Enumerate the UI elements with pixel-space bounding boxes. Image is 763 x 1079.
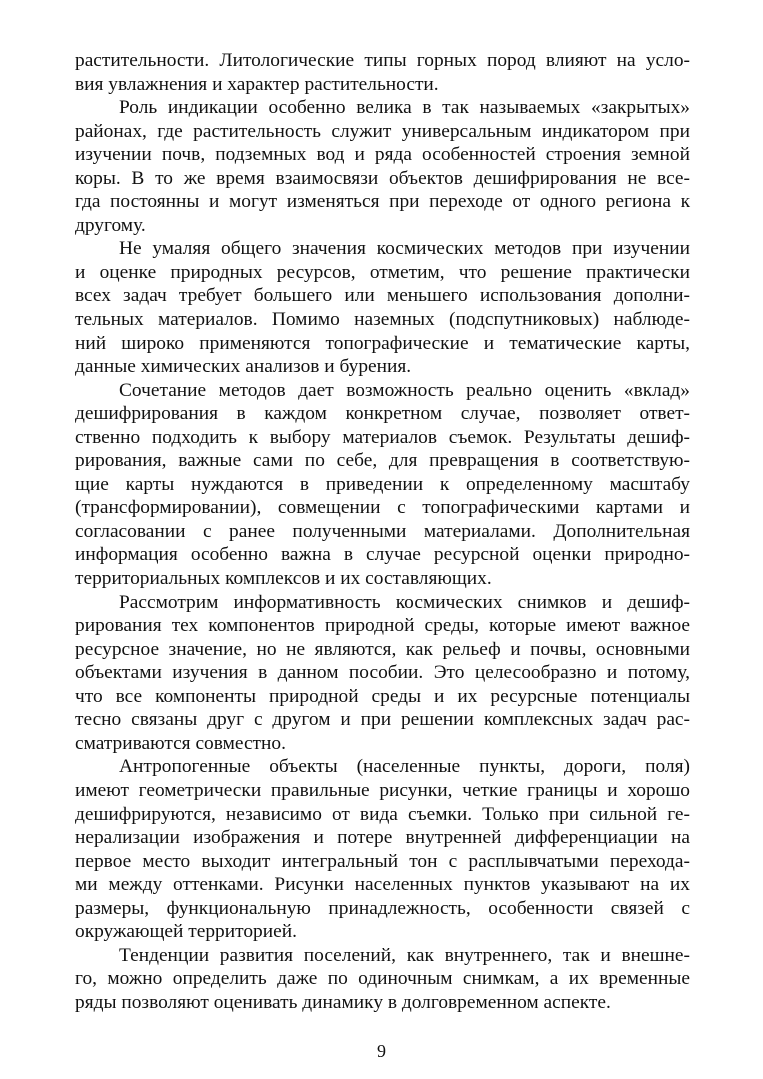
page-body: [75, 49, 690, 1014]
text-line: нерализации изображения и потере внутренней дифференциации на: [75, 827, 690, 849]
text-line: ственно подходить к выбору материалов съемок. Результаты дешиф-: [75, 426, 690, 448]
text-line: растительности. Литологические типы горных пород влияют на усло-: [75, 50, 690, 71]
text-line: данные химических анализов и бурения.: [75, 356, 412, 378]
text-line: рирования, важные сами по себе, для превращения в соответствую-: [75, 450, 690, 472]
text-body: [75, 49, 690, 1014]
text-line: дешифрируются, независимо от вида съемки. Только при сильной ге-: [75, 803, 690, 825]
text-line: что все компоненты природной среды и их ресурсные потенциалы: [75, 685, 690, 707]
text-line: рирования тех компонентов природной среды, которые имеют важное: [75, 615, 690, 637]
text-line: Тенденции развития поселений, как внутреннего, так и внешне-: [119, 944, 690, 966]
text-line: гда постоянны и могут изменяться при переходе от одного региона к: [75, 191, 690, 213]
text-line: окружающей территорией.: [75, 921, 297, 943]
text-line: Роль индикации особенно велика в так называемых «закрытых»: [119, 97, 690, 119]
text-line: тельных материалов. Помимо наземных (подспутниковых) наблюде-: [75, 309, 690, 331]
text-line: ряды позволяют оценивать динамику в долговременном аспекте.: [75, 991, 611, 1013]
text-line: согласовании с ранее полученными материалами. Дополнительная: [75, 520, 690, 542]
text-line: го, можно определить даже по одиночным снимкам, а их временные: [75, 968, 690, 990]
text-line: всех задач требует большего или меньшего использования дополни-: [75, 285, 690, 307]
text-line: ми между оттенками. Рисунки населенных пунктов указывают на их: [75, 874, 690, 896]
text-line: изучении почв, подземных вод и ряда особенностей строения земной: [75, 144, 690, 166]
text-line: территориальных комплексов и их составляющих.: [75, 568, 492, 590]
text-line: размеры, функциональную принадлежность, особенности связей с: [75, 897, 690, 919]
text-line: другому.: [75, 214, 146, 236]
text-line: Не умаляя общего значения космических методов при изучении: [119, 238, 690, 260]
text-line: тесно связаны друг с другом и при решении комплексных задач рас-: [75, 709, 690, 731]
text-line: районах, где растительность служит универсальным индикатором при: [75, 120, 690, 142]
text-line: ресурсное значение, но не являются, как рельеф и почвы, основными: [75, 638, 690, 660]
text-line: коры. В то же время взаимосвязи объектов дешифрирования не все-: [75, 167, 690, 189]
text-line: (трансформировании), совмещении с топографическими картами и: [75, 497, 690, 519]
page-number: 9: [377, 1041, 386, 1061]
text-line: объектами изучения в данном пособии. Это целесообразно и потому,: [75, 662, 690, 684]
text-line: Сочетание методов дает возможность реально оценить «вклад»: [119, 379, 690, 401]
text-line: Рассмотрим информативность космических снимков и дешиф-: [119, 591, 690, 613]
paragraph: [75, 49, 690, 96]
paragraph: [75, 591, 690, 756]
text-line: вия увлажнения и характер растительности.: [75, 73, 439, 95]
text-line: ний широко применяются топографические и тематические карты,: [75, 332, 690, 354]
text-line: Антропогенные объекты (населенные пункты, дороги, поля): [119, 756, 690, 778]
text-line: щие карты нуждаются в приведении к определенному масштабу: [75, 473, 690, 495]
paragraph: [75, 379, 690, 591]
text-line: имеют геометрически правильные рисунки, четкие границы и хорошо: [75, 779, 690, 801]
paragraph: [75, 96, 690, 237]
text-line: первое место выходит интегральный тон с расплывчатыми перехода-: [75, 850, 690, 872]
text-line: дешифрирования в каждом конкретном случае, позволяет ответ-: [75, 403, 690, 425]
paragraph: [75, 237, 690, 378]
paragraph: [75, 755, 690, 943]
text-line: и оценке природных ресурсов, отметим, что решение практически: [75, 261, 690, 283]
paragraph: [75, 944, 690, 1015]
text-line: информация особенно важна в случае ресурсной оценки природно-: [75, 544, 690, 566]
text-line: сматриваются совместно.: [75, 732, 286, 754]
